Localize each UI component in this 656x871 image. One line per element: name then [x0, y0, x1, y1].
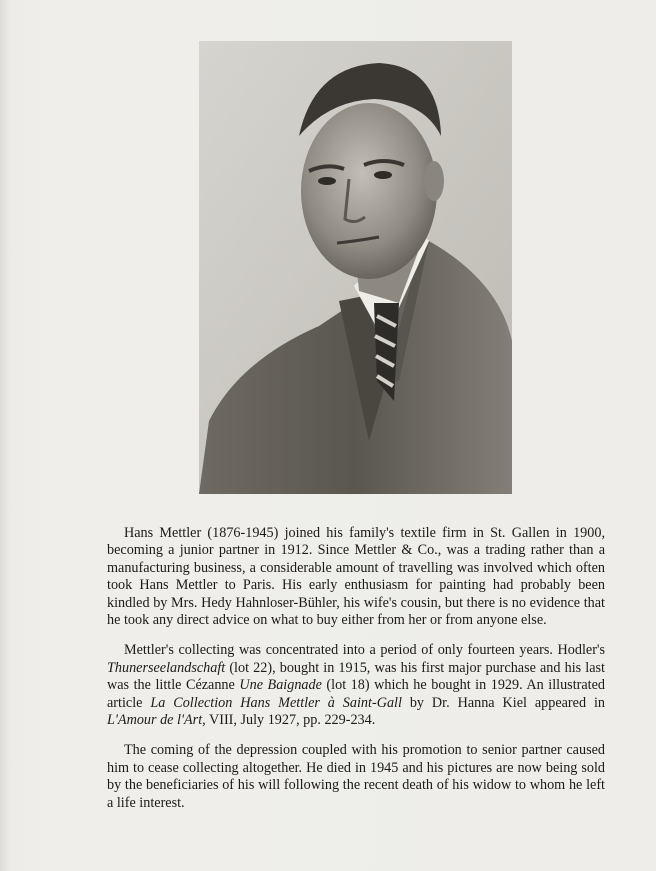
publication-title: L'Amour de l'Art, [107, 712, 206, 729]
artwork-title: Une Baignade [239, 677, 322, 694]
artwork-title: Thunerseelandschaft [107, 659, 226, 676]
portrait-photo [199, 41, 512, 494]
article-title: La Collection Hans Mettler à Saint-Gall [150, 694, 402, 711]
text-segment: VIII, July 1927, pp. 229-234. [205, 712, 376, 729]
text-segment: The coming of the depression coupled with his promotion to senior partner caused him to cease collecting altogether. He died in 1945 and his pictures are now being sold by the beneficiaries of his will following the recent death of his widow to whom he left a life interest. [107, 742, 605, 811]
paragraph-2 [107, 642, 605, 729]
text-segment: (lot 18) which he bought in 1929. An illustrated article [107, 677, 605, 711]
text-segment: Hans Mettler (1876-1945) joined his family's textile firm in St. Gallen in 1900, becoming a junior partner in 1912. Since Mettler & Co., was a trading rather than a manufacturing business, a considerable amount of travelling was involved which often took Hans Mettler to Paris. His early enthusiasm for painting had probably been kindled by Mrs. Hedy Hahnloser-Bühler, his wife's cousin, but there is no evidence that he took any direct advice on what to buy either from her or from anyone else. [107, 525, 605, 629]
article-text [107, 525, 605, 825]
portrait-photograph-icon [199, 41, 512, 494]
text-segment: (lot 22), bought in 1915, was his first major purchase and his last was the little Cézanne [107, 659, 605, 694]
paragraph-1 [107, 525, 605, 629]
text-segment: by Dr. Hanna Kiel appeared in [401, 694, 605, 711]
paragraph-3 [107, 742, 605, 812]
text-segment: Mettler's collecting was concentrated into a period of only fourteen years. Hodler's [124, 642, 605, 659]
